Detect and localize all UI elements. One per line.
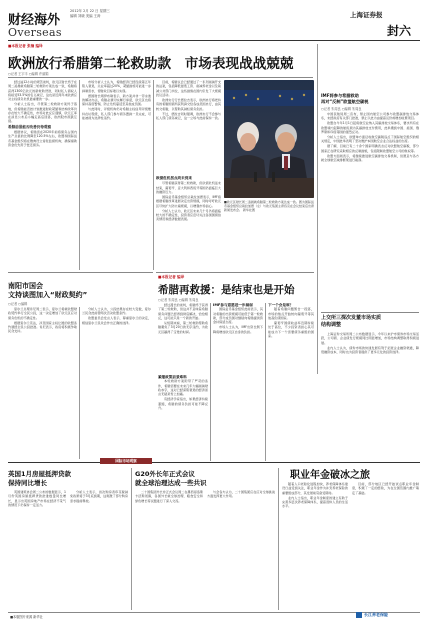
- insurer-logo-icon: [356, 612, 362, 618]
- mid-rule: [156, 272, 314, 273]
- left-col-2: [82, 307, 151, 459]
- column-divider: [317, 44, 318, 374]
- lead-col-3: [156, 80, 221, 176]
- sidebar2-titles: [321, 315, 419, 329]
- sidebar-titles: [321, 93, 419, 111]
- paragraph: 国际货币基金组织此前表示，其对希腊的出资规模可能低于第一轮救助，部分成员国对继续向希腊提供资金持保留态度。: [213, 307, 263, 325]
- paragraph: 欧盟委员会发言人表示，尊重爱尔兰的决定，相信爱尔兰民众会作出正确的选择。: [82, 316, 151, 325]
- left-col-1: [8, 307, 77, 459]
- column-divider: [131, 468, 132, 610]
- paragraph: 欧洲央行行长德拉吉表示，欧洲央行将把持有的希腊国债所获利润交给各成员国央行，由其转交希腊，以帮助其减轻债务负担。: [156, 97, 221, 111]
- paragraph: 有经济学家指出，如果经济持续萎缩，希腊的债务负担可能不降反升。: [158, 397, 208, 410]
- column-divider: [278, 468, 279, 610]
- paragraph: 尽管希腊获得第二轮救助，但欧债危机远未结束，葡萄牙、意大利和西班牙等国仍面临巨大的融资压力。: [156, 181, 221, 194]
- paragraph: 据了解，目前已有二十余个国家明确表态反对欧盟航空碳税，部分国家正在研究采取相应的反制措施，包括限制欧盟航空公司的航权等。: [321, 144, 419, 153]
- paragraph: 经过漫长的谈判，希腊终于获得了第二轮救助，但这并不意味着希腊债务问题已经得到彻底解决，恰恰相反，这可能只是一个新的开始。: [158, 303, 208, 320]
- paragraph: 分析人士指出，欧盟单方面征收航空碳税违反了国际航空组织的相关规定，中国此举表明了坚决维护本国航空企业合法权益的态度。: [321, 135, 419, 144]
- footer-credit: ■本版图片来源 新华社: [10, 615, 43, 619]
- paragraph: 英国建筑协会周二公布的数据显示，1月份英国房屋抵押贷款批准数量同比增长，显示出英国房地产市场在经济不景气的情况下仍保持一定活力。: [8, 490, 66, 507]
- mid-subhead-2: IMF参与意愿进一步减弱: [213, 303, 253, 307]
- insurer-name: 长江养老保险: [364, 612, 388, 617]
- lead-col-2: [82, 80, 151, 270]
- sidebar2-title: 上交所三探次发董市场实质: [321, 315, 382, 321]
- sidebar-rule: [321, 312, 419, 313]
- paragraph: 市场分析人士认为，希腊经济已经连续第五年陷入衰退，失业率超过20%，紧缩措施可能进一步抑制需求，使财政目标难以实现。: [82, 80, 151, 93]
- newspaper-name: 上海证券报: [350, 11, 383, 19]
- paragraph: 业内人士指出，职业年金制度的建立有助于完善多层次养老保障体系，提高退休人员的生活水平。: [282, 495, 348, 509]
- issue-date: 2012年 2月 22 日 星期三: [70, 9, 110, 13]
- bottom-a-headline: 英国1月房屋抵押贷款 保持同比增长: [8, 470, 72, 487]
- lead-rule: [8, 77, 313, 78]
- section-rule: [8, 462, 420, 463]
- sidebar-title: IMF将参与希腊救助: [321, 93, 359, 98]
- paragraph: 欧盟方面则表示，将继续推进航空碳排放交易机制，但愿意与各方就全球航空减排框架进行磋商。: [321, 153, 419, 163]
- footer-logo: [356, 612, 388, 618]
- paragraph: 根据爱尔兰宪法，涉及国家主权让渡的欧盟条约须经全民公投批准。肯尼表示，政府将积极争取民众支持。: [8, 320, 77, 334]
- photo-caption: ■欧元区财长周二凌晨就希腊第二轮救助方案达成一致。图为国际货币基金组织总裁拉加德（左）与欧元集团主席容克在会议结束后出席新闻发布会。 新华社图: [224, 200, 314, 213]
- paragraph: 德国财长朔伊布勒表示，新方案并非一劳永逸的解决办法，希腊必须切实履行承诺，欧元区也将保持高度警惕，防止危机蔓延至其他成员国。: [82, 93, 151, 107]
- press-conference-photo: [224, 80, 314, 198]
- paragraph: 与此同时，评级机构仍对希腊主权信用评级维持在垃圾级，私人部门参与债务置换一旦完成，可能被视为选择性违约。: [82, 107, 151, 120]
- section-title: 财经海外: [8, 13, 61, 28]
- bottom-c-col-1: [282, 482, 348, 608]
- section-title-en: Overseas: [8, 26, 62, 39]
- paragraph: 分析人士指出，尽管第二轮救助方案终于落地，但希腊能否按计划推进财政紧缩和结构改革仍存在较大不确定性，市场对此反应谨慎，欧元汇率在消息公布后小幅走高后回落，欧洲股市涨跌互现。: [8, 102, 77, 124]
- mid-byline: ○记者 朱周良 ○编辑 朱周良: [158, 298, 199, 302]
- lead-byline: ○记者 王宇丰 ○编辑 许丽娟: [8, 72, 49, 76]
- paragraph: 目前，希腊议会已经通过了一系列削减开支的法案，包括降低最低工资、削减养老金以及裁减公共部门岗位，这些措施在国内引发了大规模抗议活动。: [156, 80, 221, 97]
- lead-photo: [224, 80, 314, 198]
- paragraph: 分析人士表示，首次购房者印花税减免政策将于3月底到期，这刺激了部分购房需求提前释放。: [70, 490, 128, 503]
- paragraph: 国际货币基金组织总裁拉加德表示，IMF将根据希腊改革进展决定出资规模，同时呼吁欧元区尽快扩大防火墙规模，以增强市场信心。: [156, 194, 221, 208]
- paragraph: 欧盟自今年1月1日起将航空业纳入其碳排放交易体系，要求所有在欧盟境内起降的航班须为其碳排放支付费用，此举遭到中国、美国、俄罗斯和印度等国的强烈反对。: [321, 121, 419, 134]
- mid-col-3: [268, 303, 314, 459]
- paragraph: 根据协议，希腊需在2020年前将债务占国内生产总值的比例降至120.5%左右，欧盟和国际货币基金组织将在雅典设立常驻监督机构，确保援助资金优先用于偿还债务。: [8, 130, 77, 147]
- sidebar2-body: [321, 332, 419, 374]
- column-divider: [153, 80, 154, 270]
- paragraph: 经过逾12小时的艰苦谈判，欧元区财长终于在周二凌晨就希腊第二轮救助方案达成一致，希腊将获得1300亿欧元的新救助贷款，同时私人债权人将接受53.5%的名义减记，这也是近两年来欧洲应对主权债务危机最重要的一步。: [8, 80, 77, 102]
- left-headline: 南阳市国会 文持谈图加入“财政契约”: [8, 282, 88, 299]
- column-divider: [210, 303, 211, 461]
- mid-subhead-1: 紧缩政策前景难料: [158, 375, 187, 379]
- mid-col-2: [213, 303, 263, 459]
- column-divider: [79, 80, 80, 270]
- sidebar-byline: ○记者 朱周良 ○编辑 朱周良: [321, 107, 362, 111]
- bottom-a-col-2: [70, 490, 128, 608]
- bottom-a-col-1: [8, 490, 66, 608]
- mid-col-1: [158, 303, 208, 375]
- paragraph: 业内人士认为，债券市场的快速发展有利于拓宽企业融资渠道，降低融资成本，同时也为投资者提供了更多元化的投资选择。: [321, 345, 419, 354]
- bottom-b-col-2: [207, 490, 275, 608]
- left-byline: ○记者 ○编辑: [8, 302, 28, 306]
- mid-subhead-3: 下一个会是谁？: [268, 303, 294, 307]
- column-divider: [79, 307, 80, 459]
- lead-col-3b: [156, 176, 221, 270]
- paragraph: 分析人士认为，公投结果存在较大变数，爱尔兰民众此前曾两次否决欧盟条约。: [82, 307, 151, 316]
- paragraph: 不过，德拉吉同时强调，欧洲央行不会参与私人部门债务减记，这一立场与此前保持一致。: [156, 111, 221, 120]
- paragraph: 从短期来看，第二轮救助帮助希腊避免了3月20日的无序违约，为欧元区赢得了宝贵的时间。: [158, 320, 208, 334]
- bottom-c-col-2: [352, 482, 419, 592]
- mid-headline: 希腊再救援：是结束也是开始: [158, 284, 295, 296]
- mid-kicker: ■本报记者 编译: [158, 275, 185, 279]
- paragraph: 上海证券交易所周二公布数据显示，今年以来沪市债券市场交易活跃，公司债、企业债发行规模同比明显增加，市场结构调整取得积极进展。: [321, 332, 419, 345]
- paragraph: 分析人士认为，欧元区未来几个月仍将面临较大的不确定性，投资者应密切关注各国国债拍卖情况和经济数据表现。: [156, 208, 221, 222]
- issue-editors: 编辑 刘晓 美编 王涛: [70, 14, 101, 18]
- paragraph: 与会各方认为，二十国集团应在应对全球挑战方面发挥更大作用。: [207, 490, 275, 499]
- paragraph: 本轮救助方案附带了严苛的条件，希腊需要在未来几年大幅削减财政赤字，这对已经深陷衰退的经济而言无疑是雪上加霜。: [158, 379, 208, 397]
- left-rule: [8, 272, 153, 273]
- paragraph: 随着希腊问题暂告一段落，市场的焦点开始转向葡萄牙等其他高负债国家。: [268, 307, 314, 320]
- bottom-b-col-1: [135, 490, 203, 608]
- paragraph: 随着人口老龄化进程加快，养老保障体系建设日益受到关注，职业年金作为补充养老保险的重要组成部分，其发展前景备受期待。: [282, 482, 348, 495]
- bottom-c-headline: 职业年金破冰之旅: [290, 470, 370, 481]
- sidebar-body: [321, 112, 419, 310]
- section-tag: 国际市场观察: [100, 458, 152, 464]
- paragraph: 目前，部分地区已经开始试点职业年金制度，积累了一定的经验，为在全国范围内推广奠定了基础。: [352, 482, 419, 495]
- bottom-b-headline: G20外长年正式会议 就全球治理达成一些共识: [135, 470, 207, 487]
- lead-kicker: ■本报记者 张楠 编译: [8, 44, 43, 48]
- paragraph: 爱尔兰总理肯尼周二表示，爱尔兰将就欧盟财政契约举行全民公投，这一决定增加了欧元区应对债务危机的不确定性。: [8, 307, 77, 320]
- masthead-rule: [8, 40, 420, 41]
- sidebar-title-2: 再对“反制”欧盟航空碳税: [321, 99, 369, 104]
- lead-headline: 欧洲放行希腊第二轮救助款 市场表现战战兢兢: [8, 56, 294, 72]
- lead-subhead-2: 欧债危机拐点尚未到来: [156, 176, 192, 180]
- paragraph: 葡萄牙国债收益率近期持续处于高位，不少投资者担心其可能成为下一个需要债务重组的国家。: [268, 320, 314, 338]
- lead-col-1: [8, 80, 77, 270]
- lead-subhead-1: 希腊前景能否改善仍待观察: [8, 124, 52, 129]
- paragraph: 中国民航局周二宣布，禁止国内航空公司参与欧盟碳排放交易体系，未经政府有关部门批准，禁止以此为由提高运价或增加收费项目。: [321, 112, 419, 121]
- page-number: 封六: [387, 24, 412, 38]
- sidebar2-subtitle: 结构调整: [321, 322, 342, 328]
- column-divider: [265, 303, 266, 461]
- issue-meta: [70, 9, 160, 19]
- paragraph: 二十国集团外长非正式会议周二在墨西哥洛斯卡沃斯闭幕，各国外长就全球治理、粮食安全和绿色增长等议题进行了深入交流。: [135, 490, 203, 503]
- paragraph: 市场人士认为，IMF出资比例下降将增加欧元区自身的负担。: [213, 325, 263, 334]
- mid-col-1b: [158, 375, 208, 459]
